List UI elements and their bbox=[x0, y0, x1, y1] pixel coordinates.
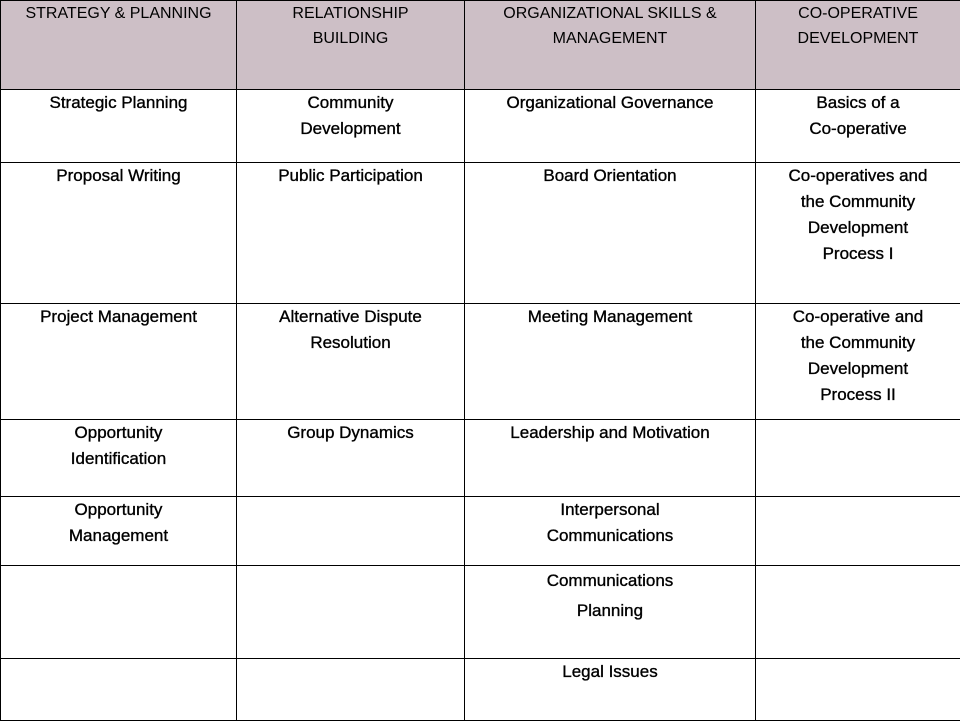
cell-text: Community Development bbox=[241, 90, 460, 142]
cell-text: Proposal Writing bbox=[5, 163, 232, 189]
table-row bbox=[1, 304, 960, 420]
cell-text: Public Participation bbox=[241, 163, 460, 189]
table-cell bbox=[237, 90, 465, 163]
table-cell bbox=[237, 566, 465, 659]
table-cell bbox=[1, 163, 237, 304]
table-cell bbox=[1, 420, 237, 497]
cell-text: Interpersonal Communications bbox=[469, 497, 751, 549]
table-cell bbox=[237, 659, 465, 721]
header-label: RELATIONSHIP BUILDING bbox=[241, 1, 460, 51]
cell-text: Communications Planning bbox=[469, 566, 751, 626]
table-row bbox=[1, 163, 960, 304]
table-cell bbox=[465, 497, 756, 566]
cell-text: Leadership and Motivation bbox=[469, 420, 751, 446]
cell-text: Alternative Dispute Resolution bbox=[241, 304, 460, 356]
table-row bbox=[1, 497, 960, 566]
cell-text: Organizational Governance bbox=[469, 90, 751, 116]
table-row bbox=[1, 420, 960, 497]
table-cell bbox=[756, 566, 960, 659]
table-header bbox=[1, 1, 960, 90]
table-cell bbox=[756, 90, 960, 163]
table-cell bbox=[756, 659, 960, 721]
header-label: STRATEGY & PLANNING bbox=[5, 1, 232, 26]
cell-text: Opportunity Management bbox=[5, 497, 232, 549]
header-organizational-skills bbox=[465, 1, 756, 90]
table-cell bbox=[465, 659, 756, 721]
table-cell bbox=[1, 566, 237, 659]
table-cell bbox=[1, 90, 237, 163]
table-cell bbox=[1, 497, 237, 566]
header-strategy-planning bbox=[1, 1, 237, 90]
cell-text: Project Management bbox=[5, 304, 232, 330]
cell-text: Group Dynamics bbox=[241, 420, 460, 446]
table-row bbox=[1, 90, 960, 163]
table-cell bbox=[237, 304, 465, 420]
cell-text: Opportunity Identification bbox=[5, 420, 232, 472]
header-label: CO-OPERATIVE DEVELOPMENT bbox=[760, 1, 956, 51]
table-cell bbox=[756, 304, 960, 420]
header-relationship-building bbox=[237, 1, 465, 90]
cell-text: Meeting Management bbox=[469, 304, 751, 330]
header-row bbox=[1, 1, 960, 90]
header-co-operative-development bbox=[756, 1, 960, 90]
cell-text: Basics of a Co-operative bbox=[760, 90, 956, 142]
header-label: ORGANIZATIONAL SKILLS & MANAGEMENT bbox=[469, 1, 751, 51]
table-cell bbox=[756, 420, 960, 497]
table-cell bbox=[465, 163, 756, 304]
cell-text: Board Orientation bbox=[469, 163, 751, 189]
table-cell bbox=[465, 90, 756, 163]
table-cell bbox=[756, 497, 960, 566]
table-cell bbox=[465, 304, 756, 420]
table-cell bbox=[465, 420, 756, 497]
cell-text: Strategic Planning bbox=[5, 90, 232, 116]
table-row bbox=[1, 659, 960, 721]
cell-text: Legal Issues bbox=[469, 659, 751, 685]
table-cell bbox=[237, 497, 465, 566]
table-cell bbox=[465, 566, 756, 659]
table-cell bbox=[237, 420, 465, 497]
table-body bbox=[1, 90, 960, 721]
cell-text: Co-operatives and the Community Development Process I bbox=[760, 163, 956, 267]
table-cell bbox=[1, 304, 237, 420]
table-row bbox=[1, 566, 960, 659]
cell-text: Co-operative and the Community Development Process II bbox=[760, 304, 956, 408]
table-cell bbox=[756, 163, 960, 304]
table-cell bbox=[1, 659, 237, 721]
table-cell bbox=[237, 163, 465, 304]
